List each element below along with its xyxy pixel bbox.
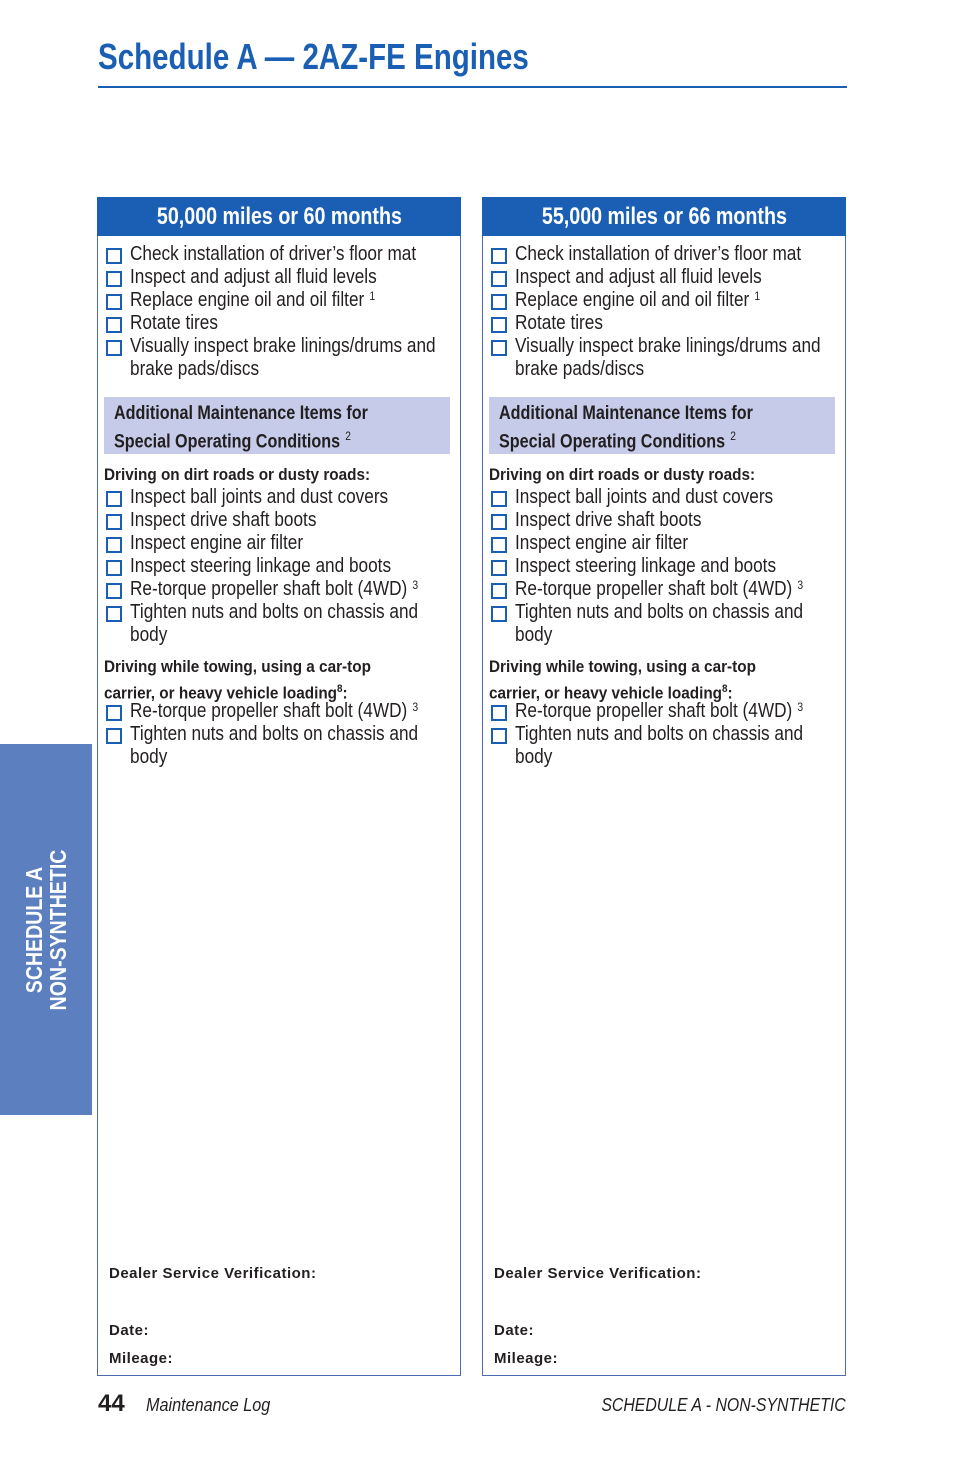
checkbox-icon[interactable]: [106, 271, 122, 287]
checklist-item-continued: body: [130, 624, 168, 646]
dealer-verification-label: Dealer Service Verification:: [494, 1265, 702, 1282]
checkbox-icon[interactable]: [106, 560, 122, 576]
checkbox-icon[interactable]: [106, 248, 122, 264]
checkbox-icon[interactable]: [106, 537, 122, 553]
page-number: 44: [98, 1390, 125, 1417]
towing-heading: Driving while towing, using a car-top carrier, or heavy vehicle loading$^8$:: [489, 657, 756, 703]
dusty-items: [489, 486, 841, 647]
checklist-item[interactable]: Re-torque propeller shaft bolt (4WD) $^3$: [489, 700, 841, 723]
checkbox-icon[interactable]: [106, 491, 122, 507]
checklist-item[interactable]: Re-torque propeller shaft bolt (4WD) $^3$: [104, 578, 456, 601]
column-header: 50,000 miles or 60 months: [97, 197, 461, 236]
checklist-item[interactable]: Inspect engine air filter: [489, 532, 841, 555]
checklist-item[interactable]: Inspect steering linkage and boots: [489, 555, 841, 578]
mileage-label: Mileage:: [494, 1350, 559, 1367]
checklist-item-continued: body: [515, 624, 553, 646]
checkbox-icon[interactable]: [106, 606, 122, 622]
service-column-55000: [482, 197, 846, 1376]
mileage-label: Mileage:: [109, 1350, 174, 1367]
checkbox-icon[interactable]: [491, 491, 507, 507]
checkbox-icon[interactable]: [491, 514, 507, 530]
basic-items: [104, 243, 456, 381]
checkbox-icon[interactable]: [491, 248, 507, 264]
checklist-item-continued: body: [515, 746, 553, 768]
checkbox-icon[interactable]: [491, 583, 507, 599]
checklist-item[interactable]: Inspect ball joints and dust covers: [104, 486, 456, 509]
checklist-item[interactable]: Inspect steering linkage and boots: [104, 555, 456, 578]
column-header: 55,000 miles or 66 months: [482, 197, 846, 236]
checklist-item[interactable]: Tighten nuts and bolts on chassis and: [104, 723, 456, 746]
checkbox-icon[interactable]: [106, 294, 122, 310]
footer-left-label: Maintenance Log: [146, 1395, 271, 1415]
additional-items-banner: Additional Maintenance Items for Special Operating Conditions $^2$: [489, 397, 835, 454]
checklist-item[interactable]: Visually inspect brake linings/drums and: [489, 335, 841, 358]
additional-items-banner: Additional Maintenance Items for Special Operating Conditions $^2$: [104, 397, 450, 454]
towing-heading: Driving while towing, using a car-top carrier, or heavy vehicle loading$^8$:: [104, 657, 371, 703]
checklist-item-continued: body: [130, 746, 168, 768]
checkbox-icon[interactable]: [491, 728, 507, 744]
checkbox-icon[interactable]: [491, 271, 507, 287]
checklist-item[interactable]: Inspect drive shaft boots: [104, 509, 456, 532]
checkbox-icon[interactable]: [491, 537, 507, 553]
checkbox-icon[interactable]: [491, 606, 507, 622]
page-title: Schedule A — 2AZ-FE Engines: [98, 36, 529, 77]
towing-items: [104, 700, 456, 769]
towing-items: [489, 700, 841, 769]
checklist-item[interactable]: Inspect and adjust all fluid levels: [104, 266, 456, 289]
checkbox-icon[interactable]: [491, 560, 507, 576]
checklist-item[interactable]: Inspect and adjust all fluid levels: [489, 266, 841, 289]
checkbox-icon[interactable]: [491, 705, 507, 721]
checklist-item[interactable]: Check installation of driver’s floor mat: [489, 243, 841, 266]
checklist-item[interactable]: Check installation of driver’s floor mat: [104, 243, 456, 266]
checklist-item[interactable]: Re-torque propeller shaft bolt (4WD) $^3$: [489, 578, 841, 601]
checklist-item-continued: brake pads/discs: [515, 358, 645, 380]
checklist-item-continued: brake pads/discs: [130, 358, 260, 380]
checkbox-icon[interactable]: [106, 317, 122, 333]
checklist-item[interactable]: Rotate tires: [104, 312, 456, 335]
footer-right-label: SCHEDULE A - NON-SYNTHETIC: [601, 1395, 846, 1415]
checkbox-icon[interactable]: [491, 340, 507, 356]
checkbox-icon[interactable]: [491, 294, 507, 310]
checklist-item[interactable]: Re-torque propeller shaft bolt (4WD) $^3$: [104, 700, 456, 723]
dealer-verification-label: Dealer Service Verification:: [109, 1265, 317, 1282]
basic-items: [489, 243, 841, 381]
date-label: Date:: [494, 1322, 535, 1339]
checklist-item[interactable]: Tighten nuts and bolts on chassis and: [489, 723, 841, 746]
checklist-item[interactable]: Inspect ball joints and dust covers: [489, 486, 841, 509]
dusty-items: [104, 486, 456, 647]
checklist-item[interactable]: Inspect drive shaft boots: [489, 509, 841, 532]
checkbox-icon[interactable]: [491, 317, 507, 333]
checklist-item[interactable]: Tighten nuts and bolts on chassis and: [104, 601, 456, 624]
checkbox-icon[interactable]: [106, 728, 122, 744]
checkbox-icon[interactable]: [106, 514, 122, 530]
checklist-item[interactable]: Rotate tires: [489, 312, 841, 335]
checkbox-icon[interactable]: [106, 705, 122, 721]
checkbox-icon[interactable]: [106, 340, 122, 356]
side-tab-label: SCHEDULE A NON-SYNTHETIC: [21, 849, 71, 1011]
checklist-item[interactable]: Replace engine oil and oil filter $^1$: [104, 289, 456, 312]
dusty-roads-heading: Driving on dirt roads or dusty roads:: [104, 465, 371, 484]
checklist-item[interactable]: Replace engine oil and oil filter $^1$: [489, 289, 841, 312]
dusty-roads-heading: Driving on dirt roads or dusty roads:: [489, 465, 756, 484]
checkbox-icon[interactable]: [106, 583, 122, 599]
service-column-50000: [97, 197, 461, 1376]
checklist-item[interactable]: Tighten nuts and bolts on chassis and: [489, 601, 841, 624]
checklist-item[interactable]: Inspect engine air filter: [104, 532, 456, 555]
date-label: Date:: [109, 1322, 150, 1339]
checklist-item[interactable]: Visually inspect brake linings/drums and: [104, 335, 456, 358]
title-divider: [98, 86, 847, 88]
